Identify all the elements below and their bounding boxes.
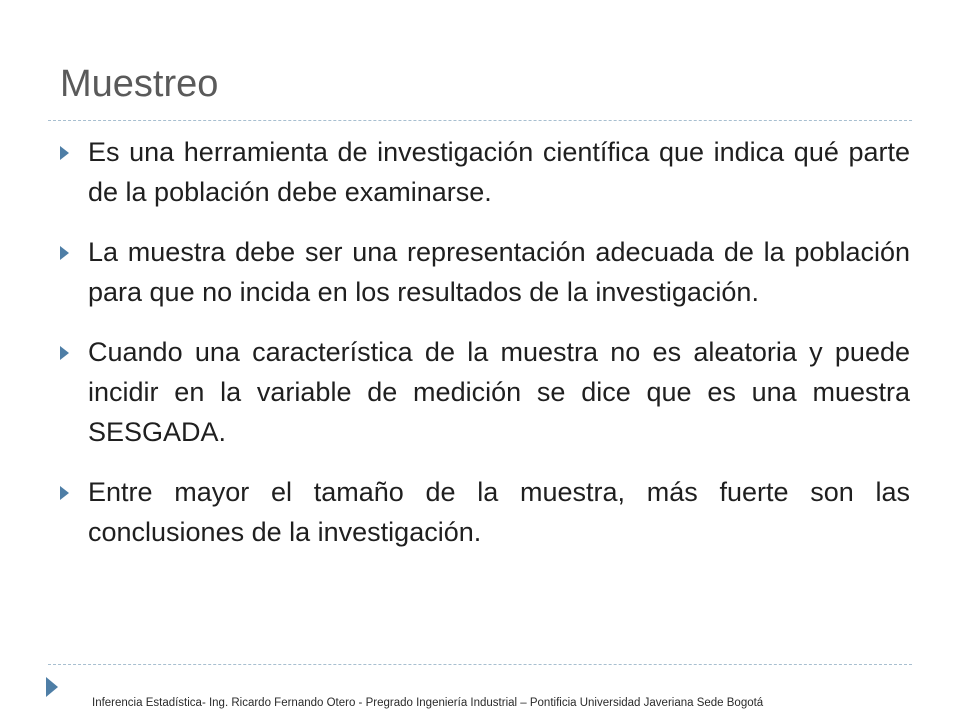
footer-divider bbox=[48, 664, 912, 665]
slide-title: Muestreo bbox=[60, 63, 219, 105]
bullet-item bbox=[56, 232, 910, 312]
triangle-right-icon bbox=[60, 486, 69, 500]
triangle-right-icon bbox=[60, 246, 69, 260]
footer-triangle-icon bbox=[46, 677, 58, 697]
bullet-item bbox=[56, 332, 910, 452]
bullet-item bbox=[56, 472, 910, 552]
triangle-right-icon bbox=[60, 146, 69, 160]
footer-text: Inferencia Estadística- Ing. Ricardo Fernando Otero - Pregrado Ingeniería Industrial – Pontificia Universidad Javeriana Sede Bogotá bbox=[92, 697, 764, 709]
bullet-text: La muestra debe ser una representación adecuada de la población para que no incida en los resultados de la investigación. bbox=[88, 237, 910, 307]
triangle-right-icon bbox=[60, 346, 69, 360]
bullet-list bbox=[56, 132, 910, 572]
title-divider bbox=[48, 120, 912, 121]
bullet-text: Es una herramienta de investigación científica que indica qué parte de la población debe examinarse. bbox=[88, 137, 910, 207]
bullet-text: Cuando una característica de la muestra no es aleatoria y puede incidir en la variable de medición se dice que es una muestra SESGADA. bbox=[88, 337, 910, 447]
bullet-text: Entre mayor el tamaño de la muestra, más fuerte son las conclusiones de la investigación. bbox=[88, 477, 910, 547]
bullet-item bbox=[56, 132, 910, 212]
